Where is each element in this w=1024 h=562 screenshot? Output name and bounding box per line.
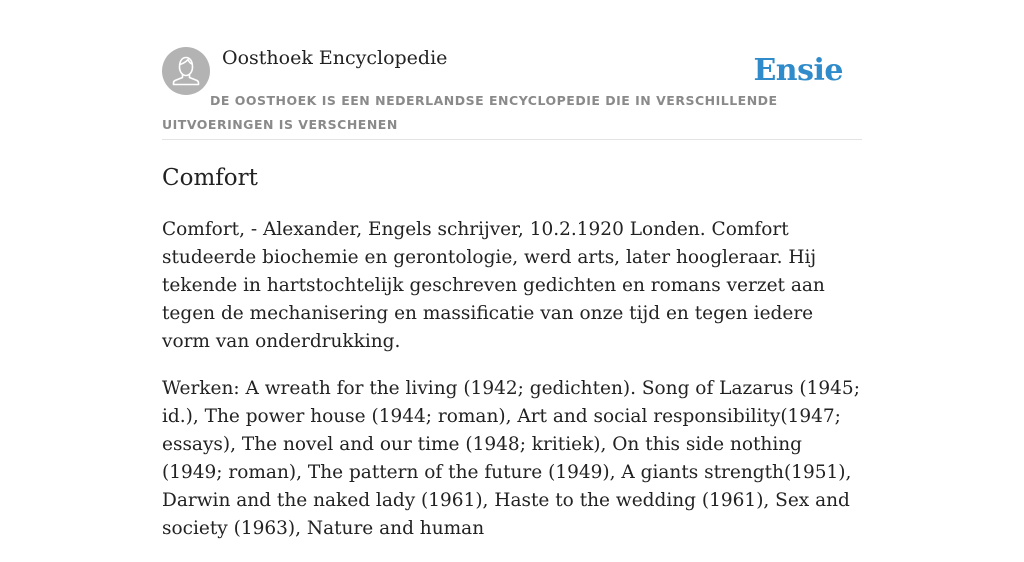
article-body xyxy=(162,216,862,562)
ensie-logo[interactable]: Ensie xyxy=(753,53,843,88)
article-paragraph: Comfort, - Alexander, Engels schrijver, 10.2.1920 Londen. Comfort studeerde biochemie en gerontologie, werd arts, later hoogleraar. Hij tekende in hartstochtelijk geschreven gedichten en romans verzet aan tegen de mechanisering en massificatie van onze tijd en tegen iedere vorm van onderdrukking. xyxy=(162,219,825,352)
site-tagline: DE OOSTHOEK IS EEN NEDERLANDSE ENCYCLOPEDIE DIE IN VERSCHILLENDE UITVOERINGEN IS VERSCHENEN xyxy=(162,93,778,132)
header xyxy=(162,46,862,140)
page-title: Comfort xyxy=(162,165,258,191)
user-icon xyxy=(162,47,210,95)
article-paragraph: Werken: A wreath for the living (1942; gedichten). Song of Lazarus (1945; id.), The power house (1944; roman), Art and social responsibility(1947; essays), The novel and our time (1948; kritiek), On this side nothing (1949; roman), The pattern of the future (1949), A giants strength(1951), Darwin and the naked lady (1961), Haste to the wedding (1961), Sex and society (1963), Nature and human xyxy=(162,378,860,539)
avatar[interactable] xyxy=(162,47,210,95)
site-name[interactable]: Oosthoek Encyclopedie xyxy=(222,47,448,69)
